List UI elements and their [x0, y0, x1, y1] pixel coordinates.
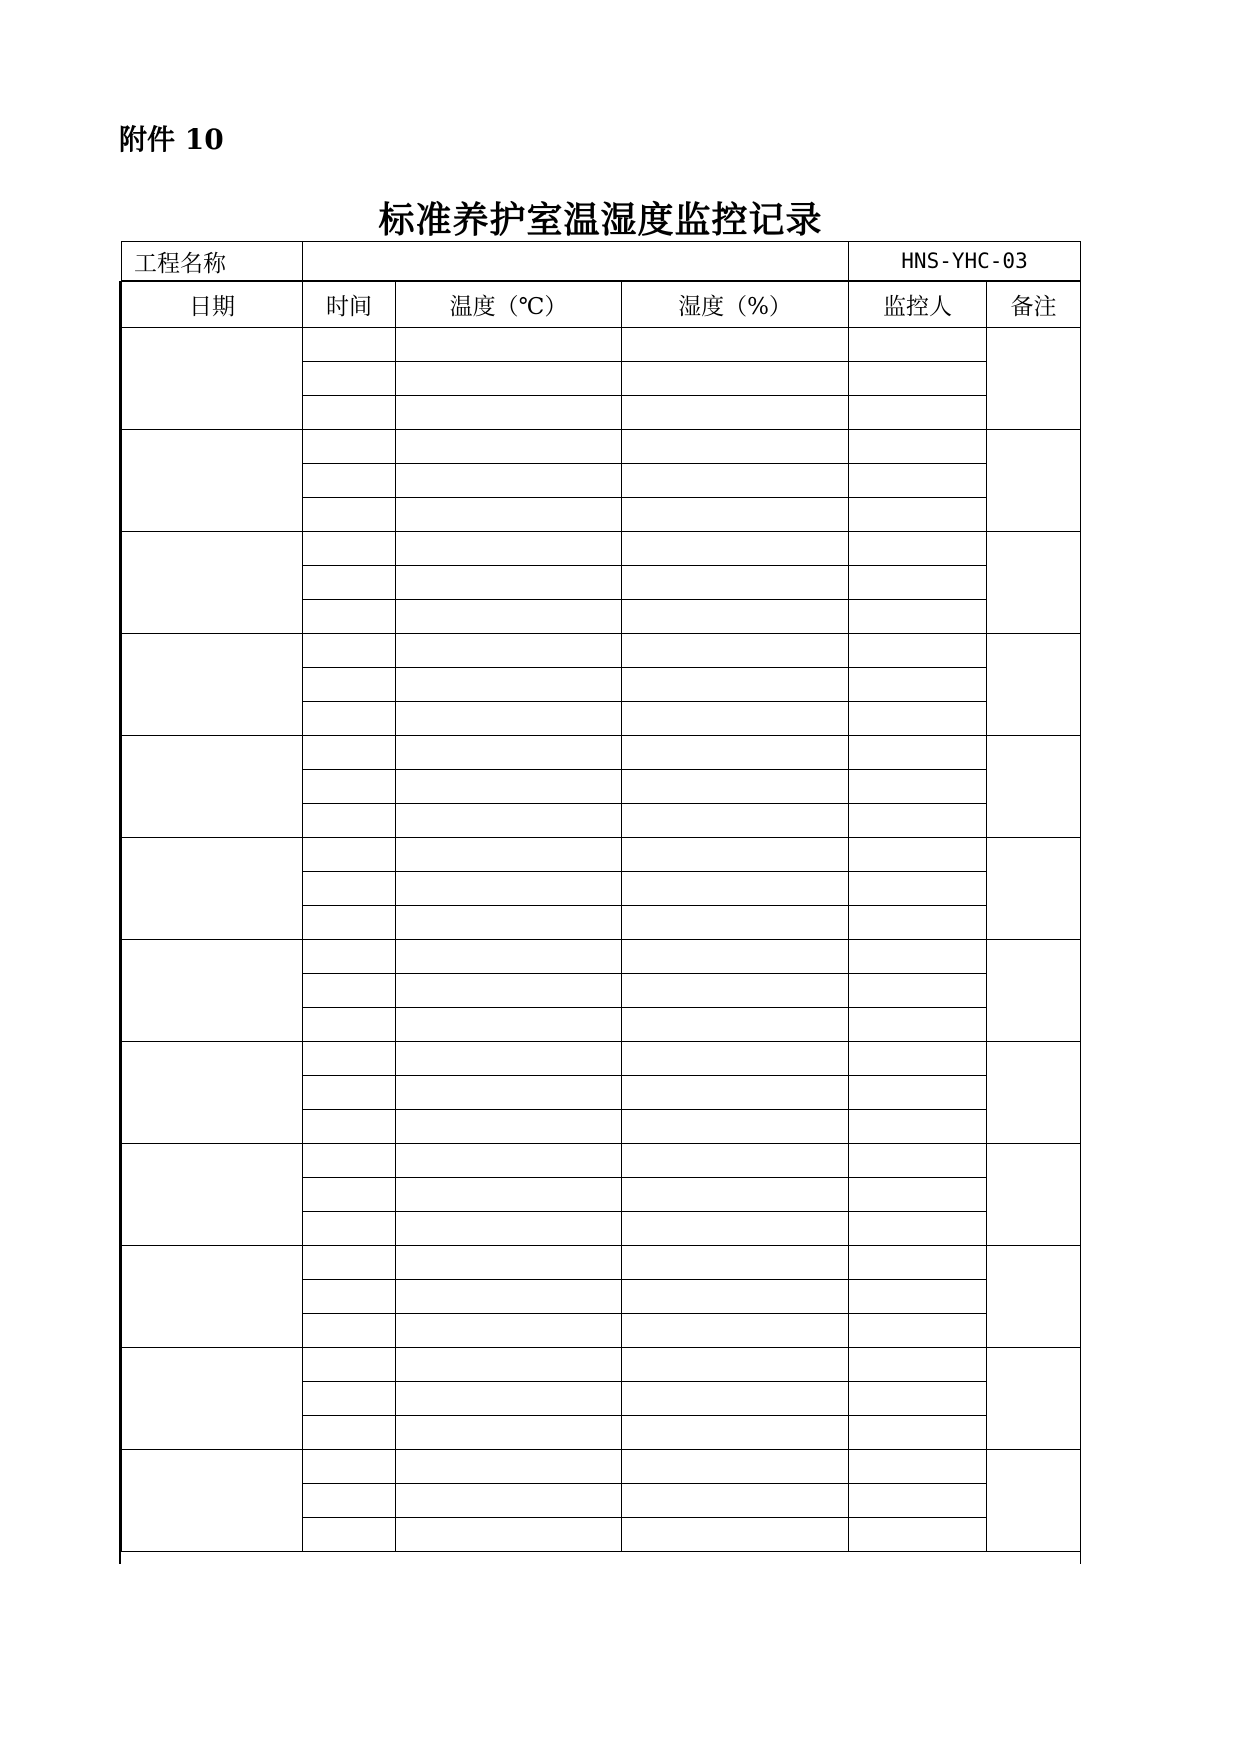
monitor-cell[interactable]: [849, 1450, 987, 1484]
table-row: [122, 634, 1081, 668]
humidity-cell[interactable]: [622, 1314, 849, 1348]
temperature-cell[interactable]: [396, 600, 622, 634]
time-cell[interactable]: [303, 1416, 396, 1450]
table-row: [122, 532, 1081, 566]
column-header-row: [122, 282, 1081, 328]
temperature-cell[interactable]: [396, 1518, 622, 1552]
time-cell[interactable]: [303, 1178, 396, 1212]
monitor-cell[interactable]: [849, 838, 987, 872]
time-cell[interactable]: [303, 600, 396, 634]
monitor-cell[interactable]: [849, 1246, 987, 1280]
monitor-cell[interactable]: [849, 1008, 987, 1042]
project-header-row: [122, 242, 1081, 281]
time-cell[interactable]: [303, 1212, 396, 1246]
temperature-cell[interactable]: [396, 396, 622, 430]
time-cell[interactable]: [303, 328, 396, 362]
monitor-cell[interactable]: [849, 804, 987, 838]
time-cell[interactable]: [303, 1144, 396, 1178]
monitor-cell[interactable]: [849, 872, 987, 906]
remarks-cell[interactable]: [987, 1348, 1081, 1450]
project-header-table: [121, 241, 1081, 281]
temperature-cell[interactable]: [396, 1212, 622, 1246]
time-cell[interactable]: [303, 362, 396, 396]
monitor-cell[interactable]: [849, 702, 987, 736]
date-cell[interactable]: [122, 430, 303, 532]
time-cell[interactable]: [303, 532, 396, 566]
humidity-cell[interactable]: [622, 430, 849, 464]
date-cell[interactable]: [122, 736, 303, 838]
humidity-cell[interactable]: [622, 1280, 849, 1314]
humidity-cell[interactable]: [622, 566, 849, 600]
monitor-cell[interactable]: [849, 328, 987, 362]
monitoring-log-table: [121, 281, 1081, 1552]
monitor-cell[interactable]: [849, 770, 987, 804]
time-cell[interactable]: [303, 1042, 396, 1076]
remarks-cell[interactable]: [987, 328, 1081, 430]
date-cell[interactable]: [122, 634, 303, 736]
table-row: [122, 1450, 1081, 1484]
temperature-cell[interactable]: [396, 430, 622, 464]
monitor-cell[interactable]: [849, 1110, 987, 1144]
column-header-date: 日期: [122, 282, 303, 328]
date-cell[interactable]: [122, 1450, 303, 1552]
monitor-cell[interactable]: [849, 1178, 987, 1212]
monitor-cell[interactable]: [849, 1042, 987, 1076]
temperature-cell[interactable]: [396, 1110, 622, 1144]
time-cell[interactable]: [303, 1008, 396, 1042]
temperature-cell[interactable]: [396, 464, 622, 498]
remarks-cell[interactable]: [987, 1450, 1081, 1552]
monitor-cell[interactable]: [849, 600, 987, 634]
humidity-cell[interactable]: [622, 600, 849, 634]
column-header-temperature: 温度（℃）: [396, 282, 622, 328]
time-cell[interactable]: [303, 906, 396, 940]
temperature-cell[interactable]: [396, 1178, 622, 1212]
temperature-cell[interactable]: [396, 974, 622, 1008]
table-row: [122, 1348, 1081, 1382]
date-cell[interactable]: [122, 1348, 303, 1450]
date-cell[interactable]: [122, 1042, 303, 1144]
remarks-cell[interactable]: [987, 1246, 1081, 1348]
table-row: [122, 940, 1081, 974]
project-name-field[interactable]: [303, 242, 849, 281]
humidity-cell[interactable]: [622, 906, 849, 940]
humidity-cell[interactable]: [622, 1416, 849, 1450]
time-cell[interactable]: [303, 770, 396, 804]
time-cell[interactable]: [303, 668, 396, 702]
monitor-cell[interactable]: [849, 1280, 987, 1314]
time-cell[interactable]: [303, 1314, 396, 1348]
date-cell[interactable]: [122, 838, 303, 940]
form-code: HNS-YHC-03: [849, 242, 1081, 281]
humidity-cell[interactable]: [622, 1110, 849, 1144]
temperature-cell[interactable]: [396, 906, 622, 940]
table-row: [122, 1246, 1081, 1280]
remarks-cell[interactable]: [987, 634, 1081, 736]
temperature-cell[interactable]: [396, 566, 622, 600]
temperature-cell[interactable]: [396, 328, 622, 362]
temperature-cell[interactable]: [396, 838, 622, 872]
monitor-cell[interactable]: [849, 532, 987, 566]
humidity-cell[interactable]: [622, 362, 849, 396]
temperature-cell[interactable]: [396, 1416, 622, 1450]
table-row: [122, 736, 1081, 770]
temperature-cell[interactable]: [396, 1280, 622, 1314]
humidity-cell[interactable]: [622, 328, 849, 362]
date-cell[interactable]: [122, 532, 303, 634]
temperature-cell[interactable]: [396, 1246, 622, 1280]
page-title: 标准养护室温湿度监控记录: [378, 200, 823, 241]
table-row: [122, 838, 1081, 872]
table-row: [122, 328, 1081, 362]
time-cell[interactable]: [303, 396, 396, 430]
time-cell[interactable]: [303, 1450, 396, 1484]
humidity-cell[interactable]: [622, 1076, 849, 1110]
remarks-cell[interactable]: [987, 940, 1081, 1042]
temperature-cell[interactable]: [396, 736, 622, 770]
time-cell[interactable]: [303, 498, 396, 532]
humidity-cell[interactable]: [622, 1144, 849, 1178]
date-cell[interactable]: [122, 1144, 303, 1246]
table-row: [122, 430, 1081, 464]
temperature-cell[interactable]: [396, 1144, 622, 1178]
time-cell[interactable]: [303, 736, 396, 770]
temperature-cell[interactable]: [396, 1348, 622, 1382]
time-cell[interactable]: [303, 1382, 396, 1416]
temperature-cell[interactable]: [396, 498, 622, 532]
temperature-cell[interactable]: [396, 1450, 622, 1484]
humidity-cell[interactable]: [622, 634, 849, 668]
log-body: [122, 328, 1081, 1552]
monitor-cell[interactable]: [849, 1212, 987, 1246]
temperature-cell[interactable]: [396, 702, 622, 736]
monitor-cell[interactable]: [849, 396, 987, 430]
monitor-cell[interactable]: [849, 974, 987, 1008]
table-row: [122, 1144, 1081, 1178]
time-cell[interactable]: [303, 1246, 396, 1280]
time-cell[interactable]: [303, 1076, 396, 1110]
humidity-cell[interactable]: [622, 1178, 849, 1212]
time-cell[interactable]: [303, 566, 396, 600]
monitor-cell[interactable]: [849, 1484, 987, 1518]
date-cell[interactable]: [122, 1246, 303, 1348]
time-cell[interactable]: [303, 804, 396, 838]
monitor-cell[interactable]: [849, 566, 987, 600]
humidity-cell[interactable]: [622, 464, 849, 498]
humidity-cell[interactable]: [622, 1212, 849, 1246]
humidity-cell[interactable]: [622, 974, 849, 1008]
humidity-cell[interactable]: [622, 1518, 849, 1552]
remarks-cell[interactable]: [987, 838, 1081, 940]
monitor-cell[interactable]: [849, 1382, 987, 1416]
time-cell[interactable]: [303, 464, 396, 498]
column-header-time: 时间: [303, 282, 396, 328]
monitor-cell[interactable]: [849, 1144, 987, 1178]
humidity-cell[interactable]: [622, 668, 849, 702]
monitor-cell[interactable]: [849, 1518, 987, 1552]
humidity-cell[interactable]: [622, 702, 849, 736]
time-cell[interactable]: [303, 1518, 396, 1552]
humidity-cell[interactable]: [622, 1450, 849, 1484]
temperature-cell[interactable]: [396, 1042, 622, 1076]
humidity-cell[interactable]: [622, 1246, 849, 1280]
humidity-cell[interactable]: [622, 736, 849, 770]
time-cell[interactable]: [303, 1110, 396, 1144]
monitor-cell[interactable]: [849, 362, 987, 396]
humidity-cell[interactable]: [622, 1348, 849, 1382]
time-cell[interactable]: [303, 940, 396, 974]
temperature-cell[interactable]: [396, 362, 622, 396]
time-cell[interactable]: [303, 838, 396, 872]
date-cell[interactable]: [122, 328, 303, 430]
monitor-cell[interactable]: [849, 940, 987, 974]
monitor-cell[interactable]: [849, 634, 987, 668]
date-cell[interactable]: [122, 940, 303, 1042]
temperature-cell[interactable]: [396, 1484, 622, 1518]
humidity-cell[interactable]: [622, 838, 849, 872]
remarks-cell[interactable]: [987, 736, 1081, 838]
monitor-cell[interactable]: [849, 1314, 987, 1348]
temperature-cell[interactable]: [396, 770, 622, 804]
temperature-cell[interactable]: [396, 1314, 622, 1348]
temperature-cell[interactable]: [396, 668, 622, 702]
time-cell[interactable]: [303, 430, 396, 464]
temperature-cell[interactable]: [396, 1076, 622, 1110]
temperature-cell[interactable]: [396, 1008, 622, 1042]
humidity-cell[interactable]: [622, 1382, 849, 1416]
temperature-cell[interactable]: [396, 940, 622, 974]
remarks-cell[interactable]: [987, 430, 1081, 532]
monitor-cell[interactable]: [849, 906, 987, 940]
time-cell[interactable]: [303, 1280, 396, 1314]
project-name-label: 工程名称: [122, 242, 303, 281]
table-row: [122, 1042, 1081, 1076]
time-cell[interactable]: [303, 702, 396, 736]
humidity-cell[interactable]: [622, 532, 849, 566]
time-cell[interactable]: [303, 634, 396, 668]
monitor-cell[interactable]: [849, 736, 987, 770]
humidity-cell[interactable]: [622, 498, 849, 532]
column-header-monitor: 监控人: [849, 282, 987, 328]
temperature-cell[interactable]: [396, 634, 622, 668]
monitor-cell[interactable]: [849, 430, 987, 464]
remarks-cell[interactable]: [987, 1144, 1081, 1246]
humidity-cell[interactable]: [622, 1484, 849, 1518]
temperature-cell[interactable]: [396, 804, 622, 838]
temperature-cell[interactable]: [396, 1382, 622, 1416]
remarks-cell[interactable]: [987, 1042, 1081, 1144]
time-cell[interactable]: [303, 1348, 396, 1382]
humidity-cell[interactable]: [622, 1042, 849, 1076]
humidity-cell[interactable]: [622, 940, 849, 974]
time-cell[interactable]: [303, 872, 396, 906]
humidity-cell[interactable]: [622, 1008, 849, 1042]
monitor-cell[interactable]: [849, 464, 987, 498]
temperature-cell[interactable]: [396, 872, 622, 906]
monitor-cell[interactable]: [849, 1416, 987, 1450]
monitor-cell[interactable]: [849, 1076, 987, 1110]
attachment-label: 附件 10: [119, 123, 224, 156]
humidity-cell[interactable]: [622, 396, 849, 430]
time-cell[interactable]: [303, 1484, 396, 1518]
time-cell[interactable]: [303, 974, 396, 1008]
column-header-humidity: 湿度（%）: [622, 282, 849, 328]
monitor-cell[interactable]: [849, 1348, 987, 1382]
humidity-cell[interactable]: [622, 872, 849, 906]
humidity-cell[interactable]: [622, 770, 849, 804]
humidity-cell[interactable]: [622, 804, 849, 838]
monitor-cell[interactable]: [849, 498, 987, 532]
remarks-cell[interactable]: [987, 532, 1081, 634]
temperature-cell[interactable]: [396, 532, 622, 566]
monitor-cell[interactable]: [849, 668, 987, 702]
column-header-remarks: 备注: [987, 282, 1081, 328]
